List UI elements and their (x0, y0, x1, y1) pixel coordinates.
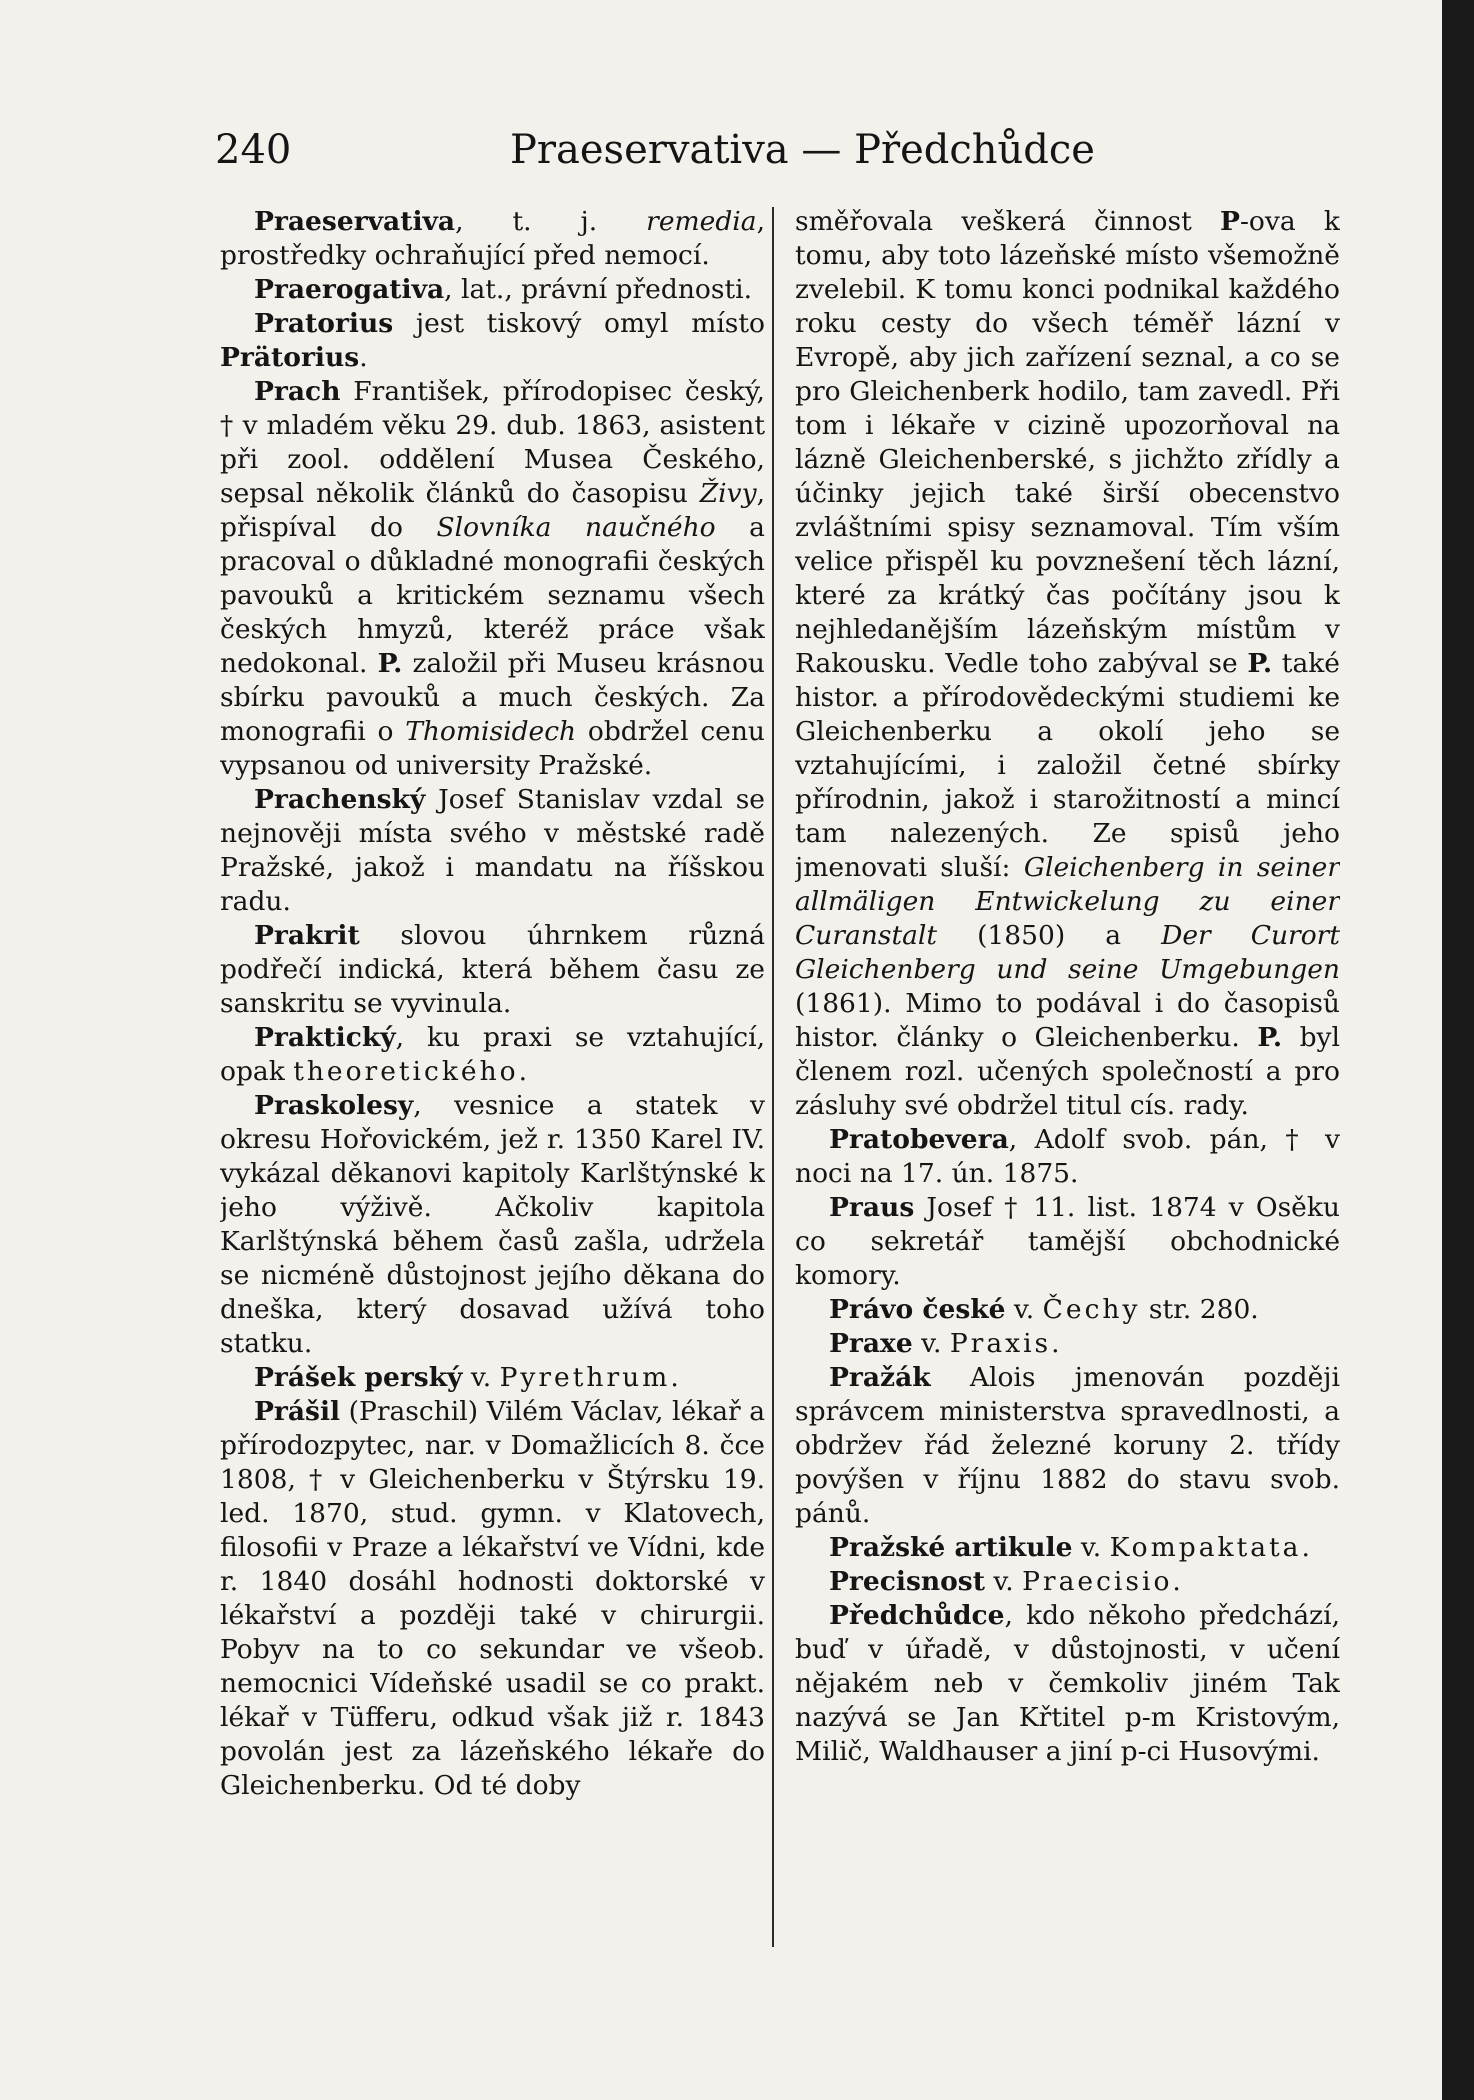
abbreviation: P (1220, 206, 1240, 237)
entry-text: , Adolf svob. pán, † v noci na 17. ún. 1875. (795, 1124, 1340, 1189)
headword: Prakrit (254, 920, 360, 951)
entry-pratobevera (795, 1123, 1340, 1191)
entry-text: a pracoval o důkladné monografii českých pavouků a kritickém seznamu všech českých hmyzů, kteréž práce však nedokonal. (220, 512, 765, 679)
entry-pratorius (220, 307, 765, 375)
entry-text: , lat., právní přednosti. (444, 274, 752, 305)
entry-text: v. (1072, 1532, 1110, 1563)
headword: Předchůdce (829, 1600, 1005, 1631)
entry-prazak (795, 1361, 1340, 1531)
column-divider (772, 207, 774, 1947)
headword: Právo české (829, 1294, 1006, 1325)
entry-text: , přispíval do (220, 478, 765, 543)
italic-term: Slovníka naučného (436, 512, 716, 543)
entry-pravo-ceske (795, 1293, 1340, 1327)
spaced-term: Kompaktata (1109, 1532, 1302, 1563)
entry-text: . (1301, 1532, 1310, 1563)
entry-text: , t. j. (455, 206, 647, 237)
headword: Pratorius (254, 308, 394, 339)
headword: Praskolesy (254, 1090, 414, 1121)
entry-text: jest tiskový omyl místo (393, 308, 765, 339)
headword: Prášek perský (254, 1362, 463, 1393)
headword: Praktický (254, 1022, 396, 1053)
entry-text: (Praschil) Vilém Václav, lékař a přírodozpytec, nar. v Domažlicích 8. čce 1808, † v Gleichenberku v Štýrsku 19. led. 1870, stud. gymn. v Klatovech, filosofii v Praze a lékařství ve Vídni, kde r. 1840 dosáhl hodnosti doktorské v lékařství a později také v chirurgii. Pobyv na to co sekundar ve všeob. nemocnici Vídeňské usadil se co prakt. lékař v Tüfferu, odkud však již r. 1843 povolán jest za lázeňského lékaře do Gleichenberku. Od té doby (220, 1396, 765, 1801)
headword: Prachenský (254, 784, 426, 815)
entry-text: byl členem rozl. učených společností a pro zásluhy své obdržel titul cís. rady. (795, 1022, 1340, 1121)
entry-text: Alois jmenován později správcem ministerstva spravedlnosti, a obdržev řád železné koruny 2. třídy povýšen v říjnu 1882 do stavu svob. pánů. (795, 1362, 1340, 1529)
entry-praeservativa (220, 205, 765, 273)
entry-prasil-continued (795, 205, 1340, 1123)
entry-text: v. (912, 1328, 950, 1359)
entry-text: . (1051, 1328, 1060, 1359)
entry-praskolesy (220, 1089, 765, 1361)
headword: Pražák (829, 1362, 931, 1393)
italic-title: Der Curort Gleichenberg und seine Umgebungen (795, 920, 1340, 985)
page-number: 240 (215, 127, 292, 173)
entry-text: , vesnice a statek v okresu Hořovickém, jež r. 1350 Karel IV. vykázal děkanovi kapitoly Karlštýnské k jeho výživě. Ačkoliv kapitola Karlštýnská během časů zašla, udržela se nicméně důstojnost jejího děkana do dneška, který dosavad užívá toho statku. (220, 1090, 765, 1359)
entry-praerogativa (220, 273, 765, 307)
headword: Praeservativa (254, 206, 456, 237)
spaced-term: Praxis (949, 1328, 1052, 1359)
entry-prasil (220, 1395, 765, 1803)
entry-text: založil při Museu krásnou sbírku pavouků a much českých. Za monografii o (220, 648, 765, 747)
entry-text: , kdo někoho předchází, buď v úřadě, v důstojnosti, v učení nějakém neb v čemkoliv jiném Tak nazývá se Jan Křtitel p-m Kristovým, Milič, Waldhauser a jiní p-ci Husovými. (795, 1600, 1340, 1767)
entry-text: obdržel cenu vypsanou od university Pražské. (220, 716, 765, 781)
entry-text: , prostředky ochraňující před nemocí. (220, 206, 765, 271)
entry-text: Josef Stanislav vzdal se nejnověji místa svého v městské radě Pražské, jakož i mandatu na říšskou radu. (220, 784, 765, 917)
entry-text: -ova k tomu, aby toto lázeňské místo všemožně zvelebil. K tomu konci podnikal každého roku cesty do všech téměř lázní v Evropě, aby jich zařízení seznal, a co se pro Gleichenberk hodilo, tam zavedl. Při tom i lékaře v cizině upozorňoval na lázně Gleichenberské, s jichžto zřídly a účinky jejich také širší obecenstvo zvláštními spisy seznamoval. Tím vším velice přispěl ku povznešení těch lázní, které za krátký čas počítány jsou k nejhledanějším lázeňským místům v Rakousku. Vedle toho zabýval se (795, 206, 1340, 679)
entry-text: v. (462, 1362, 500, 1393)
entry-text: František, přírodopisec český, † v mladém věku 29. dub. 1863, asistent při zool. oddělení Musea Českého, sepsal několik článků do časopisu (220, 376, 765, 509)
italic-term: remedia (646, 206, 757, 237)
headword: Praus (829, 1192, 915, 1223)
spaced-term: Praecisio (1022, 1566, 1173, 1597)
abbreviation: P. (377, 648, 403, 679)
page-header (215, 120, 1370, 180)
italic-title: Gleichenberg in seiner allmäligen Entwickelung zu einer Curanstalt (795, 852, 1340, 951)
entry-text: směřovala veškerá činnost (795, 206, 1221, 237)
entry-text: (1861). Mimo to podával i do časopisů histor. články o Gleichenberku. (795, 988, 1340, 1053)
abbreviation: P. (1247, 648, 1273, 679)
running-head: Praeservativa — Předchůdce (510, 127, 1095, 173)
entry-text: (1850) a (937, 920, 1162, 951)
italic-term: Thomisidech (405, 716, 577, 747)
entry-text: v. (1005, 1294, 1043, 1325)
entry-text: , ku praxi se vztahující, opak (220, 1022, 765, 1087)
headword: Pražské artikule (829, 1532, 1073, 1563)
entry-precisnost (795, 1565, 1340, 1599)
headword: Praxe (829, 1328, 913, 1359)
spaced-term: Čechy (1042, 1294, 1141, 1325)
abbreviation: P. (1257, 1022, 1283, 1053)
entry-praus (795, 1191, 1340, 1293)
right-column (795, 205, 1340, 1965)
headword: Praerogativa (254, 274, 445, 305)
entry-prachensky (220, 783, 765, 919)
entry-text: . (670, 1362, 679, 1393)
headword: Prášil (254, 1396, 341, 1427)
entry-text: slovou úhrnkem různá podřečí indická, která během času ze sanskritu se vyvinula. (220, 920, 765, 1019)
entry-text: také histor. a přírodovědeckými studiemi ke Gleichenberku a okolí jeho se vztahujícími, i založil četné sbírky přírodnin, jakož i starožitností a mincí tam nalezených. Ze spisů jeho jmenovati sluší: (795, 648, 1340, 883)
entry-text: str. 280. (1140, 1294, 1259, 1325)
left-column (220, 205, 765, 1965)
headword: Precisnost (829, 1566, 985, 1597)
cross-reference-headword: Prätorius (220, 342, 360, 373)
spaced-term: Pyrethrum (499, 1362, 671, 1393)
entry-prasek (220, 1361, 765, 1395)
entry-prazske-artikule (795, 1531, 1340, 1565)
entry-text: Josef † 11. list. 1874 v Osěku co sekretář tamější obchodnické komory. (795, 1192, 1340, 1291)
entry-prakticky (220, 1021, 765, 1089)
spaced-term: theoretického (293, 1056, 519, 1087)
headword: Prach (254, 376, 341, 407)
entry-praxe (795, 1327, 1340, 1361)
entry-text: . (518, 1056, 528, 1087)
entry-prakrit (220, 919, 765, 1021)
entry-predchudce (795, 1599, 1340, 1769)
entry-text: . (359, 342, 368, 373)
entry-text: v. (984, 1566, 1023, 1597)
headword: Pratobevera (829, 1124, 1009, 1155)
entry-prach (220, 375, 765, 783)
entry-text: . (1172, 1566, 1181, 1597)
italic-term: Živy (699, 478, 757, 509)
